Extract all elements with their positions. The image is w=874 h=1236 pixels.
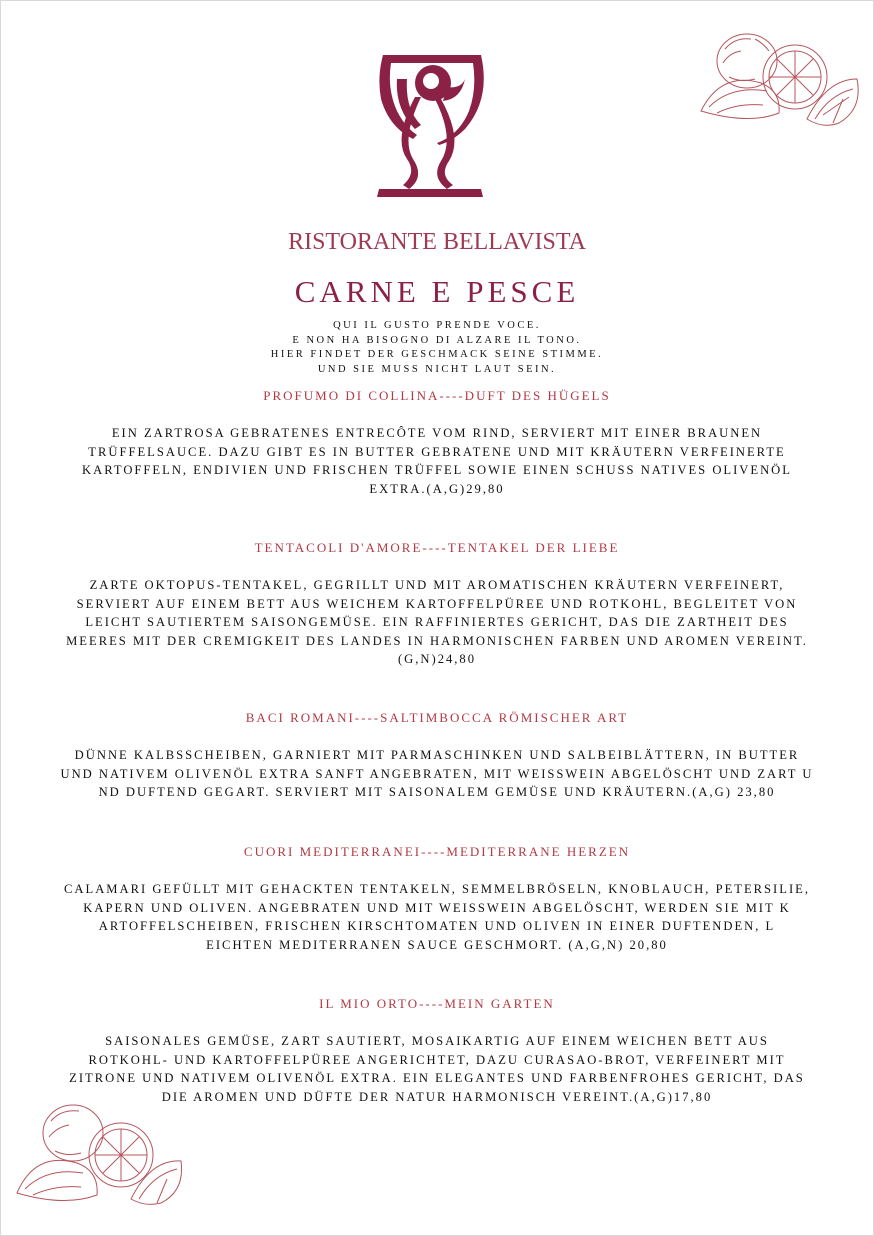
- dish-description-line: LEICHT SAUTIERTEM SAISONGEMÜSE. EIN RAFFINIERTES GERICHT, DAS DIE ZARTHEIT DES: [85, 615, 789, 629]
- dish-name: BACI ROMANI----SALTIMBOCCA RÖMISCHER ART: [245, 710, 629, 725]
- dish-description-line: ZITRONE UND NATIVEM OLIVENÖL EXTRA. EIN ELEGANTES UND FARBENFROHES GERICHT, DAS: [69, 1071, 805, 1085]
- dish-description-line: ARTOFFELSCHEIBEN, FRISCHEN KIRSCHTOMATEN UND OLIVEN IN EINER DUFTENDEN, L: [98, 919, 776, 933]
- dish-description-line: CALAMARI GEFÜLLT MIT GEHACKTEN TENTAKELN, SEMMELBRÖSELN, KNOBLAUCH, PETERSILIE,: [64, 882, 810, 896]
- dish-description: [11, 1032, 863, 1106]
- dish-description-line: EIN ZARTROSA GEBRATENES ENTRECÔTE VOM RIND, SERVIERT MIT EINER BRAUNEN: [111, 426, 763, 440]
- dish-description-line: SAISONALES GEMÜSE, ZART SAUTIERT, MOSAIKARTIG AUF EINEM WEICHEN BETT AUS: [105, 1034, 769, 1048]
- dish-name: PROFUMO DI COLLINA----DUFT DES HÜGELS: [263, 388, 611, 403]
- dish-description-line: EICHTEN MEDITERRANEN SAUCE GESCHMORT. (A,G,N) 20,80: [206, 937, 668, 952]
- dish-name: TENTACOLI D'AMORE----TENTAKEL DER LIEBE: [254, 540, 620, 555]
- intro-line: HIER FINDET DER GESCHMACK SEINE STIMME.: [270, 349, 604, 360]
- dish-description-line: KAPERN UND OLIVEN. ANGEBRATEN UND MIT WEISSWEIN ABGELÖSCHT, WERDEN SIE MIT K: [83, 900, 791, 915]
- dish-description-line: TRÜFFELSAUCE. DAZU GIBT ES IN BUTTER GEBRATENE UND MIT KRÄUTERN VERFEINERTE: [88, 444, 786, 459]
- dish-description-line: DÜNNE KALBSSCHEIBEN, GARNIERT MIT PARMASCHINKEN UND SALBEIBLÄTTERN, IN BUTTER: [74, 748, 800, 762]
- dish-description-line: MEERES MIT DER CREMIGKEIT DES LANDES IN HARMONISCHEN FARBEN UND AROMEN VEREINT.: [66, 633, 808, 648]
- dish-description: [11, 424, 863, 498]
- dish-description: [11, 746, 863, 802]
- intro-line: QUI IL GUSTO PRENDE VOCE.: [333, 320, 541, 331]
- dish-description-line: DIE AROMEN UND DÜFTE DER NATUR HARMONISCH VEREINT.(A,G)17,80: [161, 1089, 713, 1104]
- intro-line: E NON HA BISOGNO DI ALZARE IL TONO.: [292, 334, 582, 346]
- dish-description: [11, 576, 863, 669]
- dish-name: IL MIO ORTO----MEIN GARTEN: [319, 996, 555, 1011]
- dish-description-line: UND NATIVEM OLIVENÖL EXTRA SANFT ANGEBRATEN, MIT WEISSWEIN ABGELÖSCHT UND ZART U: [60, 766, 814, 781]
- dish-description-line: KARTOFFELN, ENDIVIEN UND FRISCHEN TRÜFFEL SOWIE EINEN SCHUSS NATIVES OLIVENÖL: [82, 463, 792, 477]
- restaurant-name: RISTORANTE BELLAVISTA: [288, 229, 586, 255]
- dish-description-line: ZARTE OKTOPUS-TENTAKEL, GEGRILLT UND MIT AROMATISCHEN KRÄUTERN VERFEINERT,: [89, 578, 785, 592]
- dish-description-line: (G,N)24,80: [397, 652, 477, 666]
- dish-description: [11, 880, 863, 954]
- wine-glass-logo-icon: [361, 49, 501, 204]
- citrus-illustration-icon: [695, 19, 863, 127]
- dish-description-line: ROTKOHL- UND KARTOFFELPÜREE ANGERICHTET, DAZU CURASAO-BROT, VERFEINERT MIT: [88, 1052, 786, 1067]
- citrus-illustration-icon: [13, 1097, 185, 1207]
- section-title: CARNE E PESCE: [294, 274, 580, 309]
- dish-description-line: EXTRA.(A,G)29,80: [369, 481, 505, 496]
- dish-description-line: SERVIERT AUF EINEM BETT AUS WEICHEM KARTOFFELPÜREE UND ROTKOHL, BEGLEITET VON: [76, 596, 798, 611]
- dish-name: CUORI MEDITERRANEI----MEDITERRANE HERZEN: [243, 844, 631, 859]
- dish-description-line: ND DUFTEND GEGART. SERVIERT MIT SAISONALEM GEMÜSE UND KRÄUTERN.(A,G) 23,80: [98, 785, 776, 799]
- intro-line: UND SIE MUSS NICHT LAUT SEIN.: [317, 363, 557, 375]
- intro-text: [1, 319, 873, 377]
